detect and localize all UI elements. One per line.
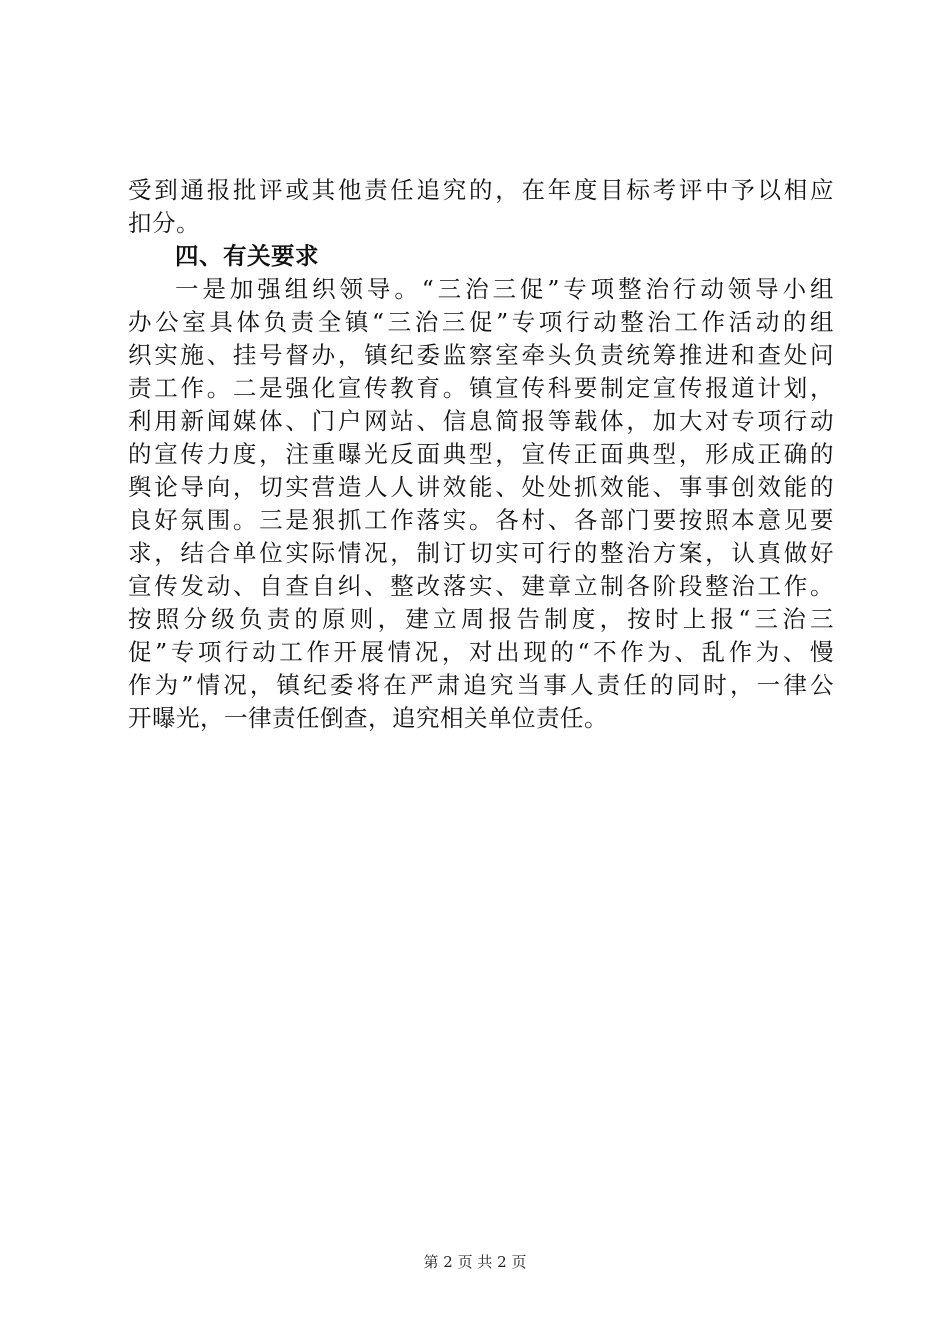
text-line: 利用新闻媒体、门户网站、信息简报等载体，加大对专项行动 bbox=[128, 407, 834, 435]
text-line: 办公室具体负责全镇“三治三促”专项行动整治工作活动的组 bbox=[128, 308, 834, 336]
text-line: 促”专项行动工作开展情况，对出现的“不作为、乱作为、慢 bbox=[128, 638, 834, 666]
text-line: 按照分级负责的原则，建立周报告制度，按时上报“三治三 bbox=[128, 605, 834, 633]
text-line: 受到通报批评或其他责任追究的，在年度目标考评中予以相应 bbox=[128, 176, 834, 204]
text-line: 开曝光，一律责任倒查，追究相关单位责任。 bbox=[128, 704, 608, 732]
text-line: 作为”情况，镇纪委将在严肃追究当事人责任的同时，一律公 bbox=[128, 671, 834, 699]
text-line: 良好氛围。三是狠抓工作落实。各村、各部门要按照本意见要 bbox=[128, 506, 834, 534]
text-line: 织实施、挂号督办，镇纪委监察室牵头负责统筹推进和查处问 bbox=[128, 341, 834, 369]
text-line: 责工作。二是强化宣传教育。镇宣传科要制定宣传报道计划， bbox=[128, 374, 834, 402]
text-line: 宣传发动、自查自纠、整改落实、建章立制各阶段整治工作。 bbox=[128, 572, 834, 600]
page-footer bbox=[0, 1252, 950, 1272]
body-text bbox=[128, 174, 834, 735]
text-line: 扣分。 bbox=[128, 209, 200, 237]
text-line: 舆论导向，切实营造人人讲效能、处处抓效能、事事创效能的 bbox=[128, 473, 834, 501]
text-line: 的宣传力度，注重曝光反面典型，宣传正面典型，形成正确的 bbox=[128, 440, 834, 468]
text-line: 求，结合单位实际情况，制订切实可行的整治方案，认真做好 bbox=[128, 539, 834, 567]
page-number: 第 2 页 共 2 页 bbox=[423, 1253, 527, 1271]
section-heading: 四、有关要求 bbox=[175, 242, 319, 270]
paragraph-first-line: 一是加强组织领导。“三治三促”专项整治行动领导小组 bbox=[175, 275, 834, 303]
